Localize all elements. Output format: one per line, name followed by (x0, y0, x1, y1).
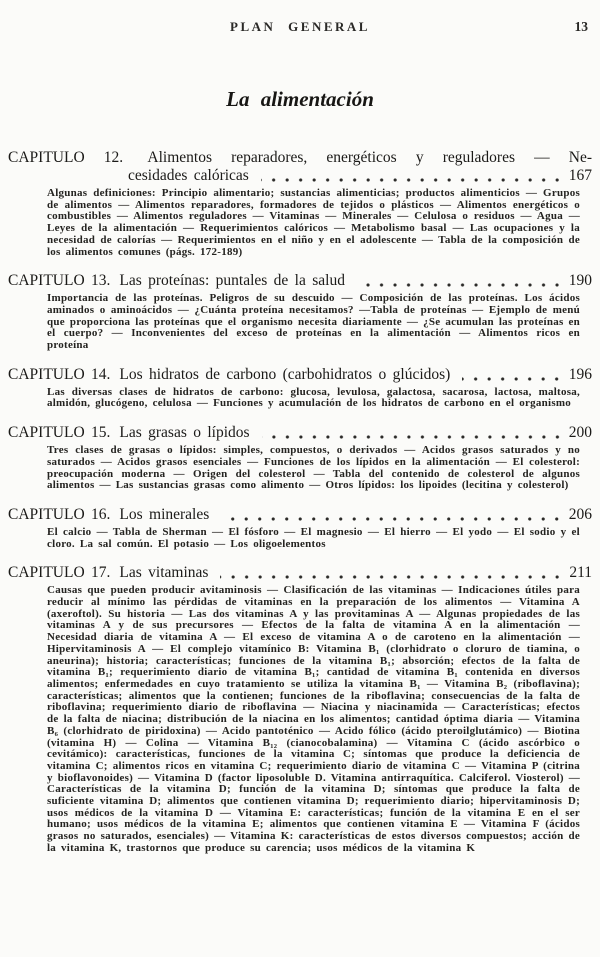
chapter-page-number: 211 (569, 564, 592, 582)
toc-chapter-12 (8, 149, 592, 258)
chapter-title: Las grasas o lípidos (119, 424, 250, 442)
chapter-title: Las vitaminas (119, 564, 209, 582)
chapter-description: Causas que pueden producir avitaminosis — Clasificación de las vitaminas — Indicaciones útiles para reducir al mínimo las pérdidas de vitaminas en la preparación de los alimentos — Vitamina A (axeroftol). Su historia — Las dos vitaminas A y las provitaminas A — Algunas propiedades de las vitaminas A y de sus precursores — Efectos de la falta de vitamina A en la alimentación — Necesidad diaria de vitamina A — El exceso de vitamina A o de caroteno en la alimentación — Hipervitaminosis A — El complejo vitamínico B: Vitamina B₁ (clorhidrato o cloruro de tiamina, o aneurina); historia; características; funciones de la vitamina B₁; absorción; efectos de la falta de vitamina B₁; requerimiento diario de vitamina B₁; cantidad de vitamina B₁ contenida en diversos alimentos; enfermedades en cuyo tratamiento se utiliza la vitamina B₁ — Vitamina B₂ (riboflavina); características; alimentos que la contienen; funciones de la riboflavina; consecuencias de la falta de riboflavina; requerimiento diario de riboflavina — Niacina y niacinamida — Características; efectos de la falta de niacina; distribución de la niacina en los alimentos; cantidad óptima diaria — Vitamina B₆ (clorhidrato de piridoxina) — Acido pantoténico — Acido fólico (ácido pteroilglutámico) — Biotina (vitamina H) — Colina — Vitamina B₁₂ (cianocobalamina) — Vitamina C (ácido ascórbico o cevitámico): características, funciones de la vitamina C; síntomas que produce la deficiencia de vitamina C; alimentos ricos en vitamina C; requerimiento diario de vitamina C — Vitamina P (citrina y bioflavonoides) — Vitamina D (factor liposoluble D. Vitamina antirraquítica. Calciferol. Viosterol) — Características de la vitamina D; función de la vitamina D; síntomas que produce la falta de suficiente vitamina D; alimentos que contienen vitamina D; requerimiento diario; hipervitaminosis D; usos médicos de la vitamina D — Vitamina E: características; función de la vitamina E en el ser humano; usos médicos de la vitamina E; alimentos que contienen vitamina E — Vitamina F (ácidos grasos no saturados, esenciales) — Vitamina K: características de estos diversos compuestos; acción de la vitamina K, trastornos que produce su carencia; usos médicos de la vitamina K (47, 584, 580, 854)
toc-chapter-14 (8, 366, 592, 410)
chapter-label: CAPITULO 12. (8, 149, 124, 166)
dot-leader (220, 575, 564, 579)
toc-chapter-13 (8, 272, 592, 352)
chapter-page-number: 206 (568, 505, 592, 523)
chapter-page-number: 167 (568, 167, 592, 184)
chapter-description: Tres clases de grasas o lípidos: simples, compuestos, o derivados — Acidos grasos saturados y no saturados — Acidos grasos esenciales — Funciones de los lípidos en la alimentación — El colesterol: preocupación moderna — Origen del colesterol — Tabla del contenido de colesterol de algunos alimentos — Las sustancias grasas como alimento — Otros lípidos: los lipoides (lecitina y colesterol) (47, 444, 580, 492)
chapter-title-continuation: cesidades calóricas (128, 167, 249, 184)
chapter-label: CAPITULO 13. (8, 272, 111, 290)
chapter-description: Importancia de las proteínas. Peligros de su descuido — Composición de las proteínas. Los ácidos aminados o aminoácidos — ¿Cuánta proteína necesitamos? —Tabla de proteínas — Ejemplo de menú que proporciona las proteínas que el organismo necesita diariamente — ¿Se acumulan las proteínas en el cuerpo? — Inconvenientes del exceso de proteínas en la alimentación — Alimentos ricos en proteína (47, 292, 580, 352)
page-number: 13 (574, 19, 588, 34)
chapter-description: Las diversas clases de hidratos de carbono: glucosa, levulosa, galactosa, sacarosa, lactosa, maltosa, almidón, glucógeno, celulosa — Funciones y acumulación de los hidratos de carbono en el organismo (47, 385, 580, 410)
chapter-heading (8, 506, 592, 524)
dot-leader (462, 377, 563, 381)
chapter-page-number: 190 (568, 272, 592, 290)
page-header (8, 19, 592, 36)
chapter-heading (8, 366, 592, 384)
running-head: PLAN GENERAL (230, 19, 370, 34)
chapter-title: Los hidratos de carbono (carbohidratos o glúcidos) (119, 365, 451, 383)
dot-leader (221, 517, 563, 521)
dot-leader (261, 178, 564, 182)
chapter-heading (8, 424, 592, 442)
chapter-description: El calcio — Tabla de Sherman — El fósforo — El magnesio — El hierro — El yodo — El sodio y el cloro. La sal común. El potasio — Los oligoelementos (47, 525, 580, 550)
toc-chapter-16 (8, 506, 592, 550)
dot-leader (262, 435, 564, 439)
chapter-title: Las proteínas: puntales de la salud (119, 272, 345, 290)
chapter-label: CAPITULO 14. (8, 365, 111, 383)
table-of-contents (8, 149, 592, 855)
chapter-heading (8, 272, 592, 290)
toc-chapter-15 (8, 424, 592, 492)
chapter-heading (8, 564, 592, 582)
chapter-label: CAPITULO 16. (8, 505, 111, 523)
chapter-heading-line2 (8, 167, 592, 185)
chapter-title: Los minerales (119, 505, 210, 523)
chapter-page-number: 196 (568, 365, 592, 383)
chapter-label: CAPITULO 15. (8, 424, 111, 442)
chapter-page-number: 200 (568, 424, 592, 442)
section-title: La alimentación (226, 87, 374, 111)
toc-chapter-17 (8, 564, 592, 854)
chapter-description: Algunas definiciones: Principio alimentario; sustancias alimenticias; productos alimenticios — Grupos de alimentos — Alimentos reparadores, formadores de tejidos o plásticos — Alimentos energéticos o combustibles — Alimentos reguladores — Vitaminas — Minerales — Celulosa o residuos — Agua — Leyes de la alimentación — Requerimientos calóricos — Metabolismo basal — Las ocupaciones y la necesidad de calorías — Requerimientos en el niño y en el adolescente — Tabla de la composición de los alimentos comunes (págs. 172-189) (47, 187, 580, 258)
dot-leader (357, 283, 564, 287)
chapter-title: Alimentos reparadores, energéticos y reguladores — Ne- (147, 149, 592, 166)
chapter-heading-line1 (8, 149, 592, 167)
chapter-label: CAPITULO 17. (8, 564, 111, 582)
